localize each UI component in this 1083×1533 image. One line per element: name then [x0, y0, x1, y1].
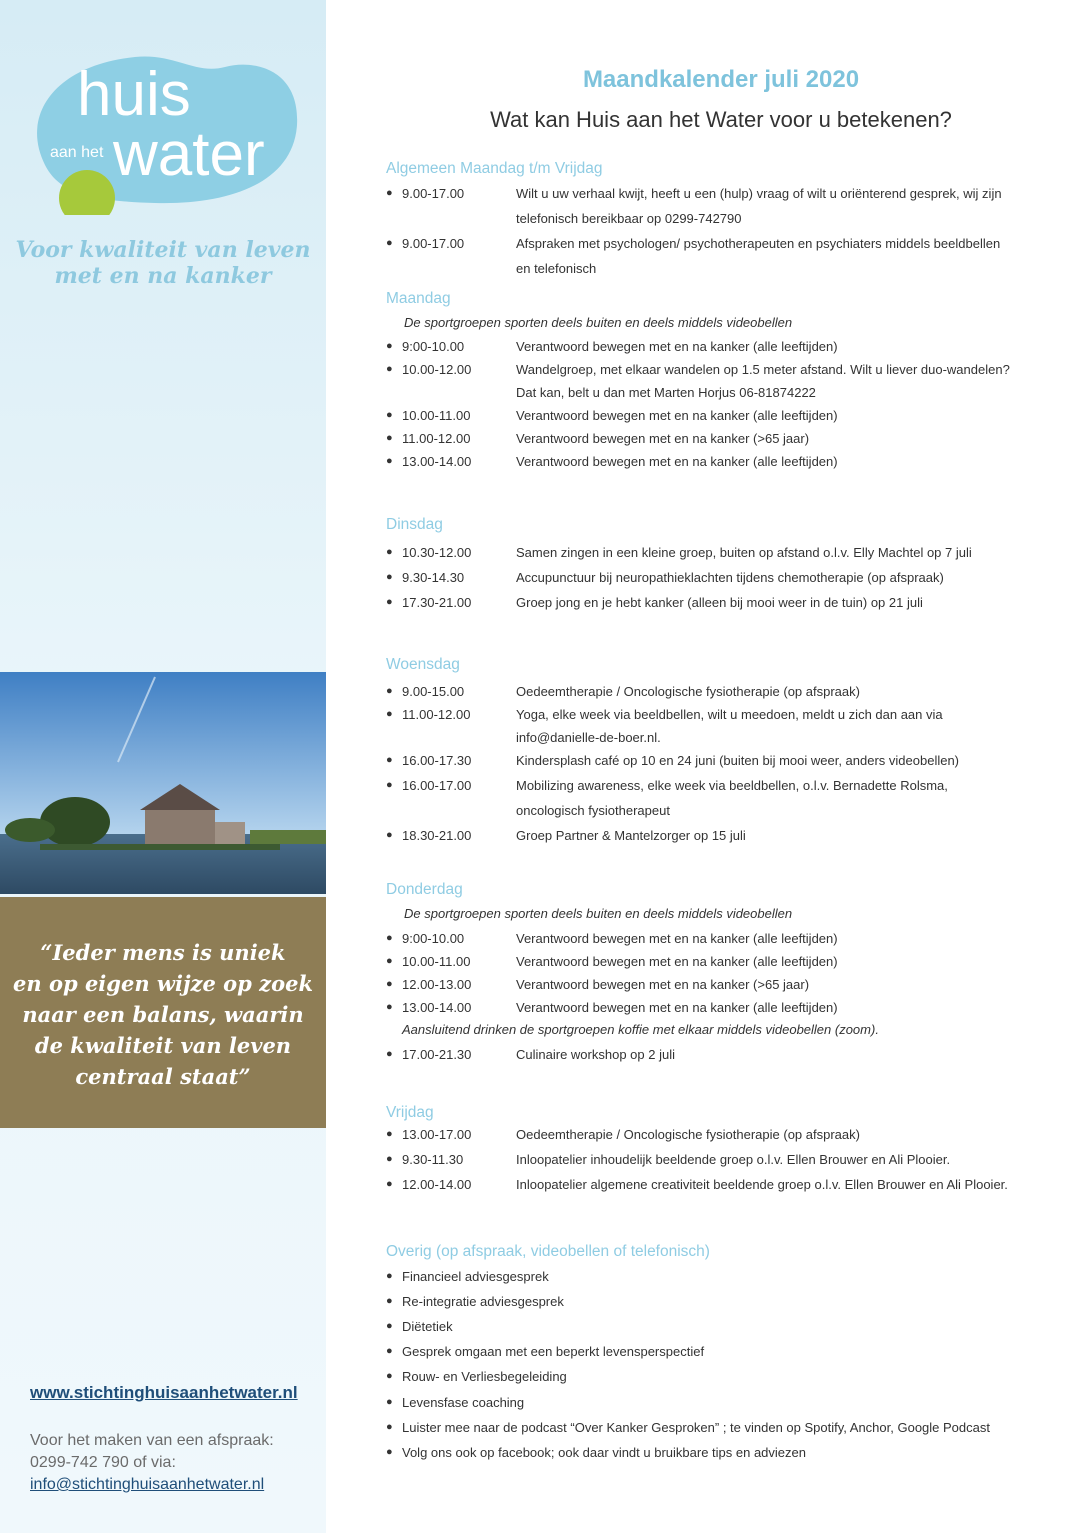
page-subtitle: Wat kan Huis aan het Water voor u betekenen? [490, 107, 952, 132]
bullet-icon: ● [386, 1421, 393, 1433]
bullet-icon: ● [386, 1345, 393, 1357]
bullet-icon: ● [386, 596, 393, 608]
section-title-vrijdag: Vrijdag [386, 1104, 434, 1121]
section-title-woensdag: Woensdag [386, 656, 460, 673]
page-title: Maandkalender juli 2020 [582, 66, 860, 93]
bullet-icon: ● [386, 455, 393, 467]
bullet-icon: ● [386, 829, 393, 841]
tagline-line-2: met en na kanker [54, 263, 272, 289]
bullet-icon: ● [386, 1001, 393, 1013]
section-title-algemeen: Algemeen Maandag t/m Vrijdag [386, 160, 603, 177]
bullet-icon: ● [386, 932, 393, 944]
section-note-donderdag-2: Aansluitend drinken de sportgroepen koffie met elkaar middels videobellen (zoom). [402, 1022, 879, 1037]
bullet-icon: ● [386, 955, 393, 967]
bullet-icon: ● [386, 708, 393, 720]
bullet-icon: ● [386, 546, 393, 558]
quote-line-2: en op eigen wijze op zoek [13, 971, 313, 996]
quote-line-1: “Ieder mens is uniek [40, 940, 286, 965]
bullet-icon: ● [386, 1153, 393, 1165]
bullet-icon: ● [386, 409, 393, 421]
bullet-icon: ● [386, 1295, 393, 1307]
bullet-icon: ● [386, 1048, 393, 1060]
sidebar [0, 0, 326, 1533]
section-title-dinsdag: Dinsdag [386, 516, 443, 533]
appointment-text-2: 0299-742 790 of via: [30, 1454, 176, 1471]
bullet-icon: ● [386, 1178, 393, 1190]
bullet-icon: ● [386, 754, 393, 766]
bullet-icon: ● [386, 685, 393, 697]
tagline-line-1: Voor kwaliteit van leven [15, 237, 311, 263]
bullet-icon: ● [386, 978, 393, 990]
bullet-icon: ● [386, 1396, 393, 1408]
bullet-icon: ● [386, 237, 393, 249]
logo-word-huis: huis [77, 60, 191, 129]
bullet-icon: ● [386, 432, 393, 444]
section-note-maandag: De sportgroepen sporten deels buiten en deels middels videobellen [404, 315, 793, 330]
main-content: Maandkalender juli 2020 Wat kan Huis aan het Water voor u betekenen? Algemeen Maandag t/m Vrijdag ● 9.00-17.00 Wilt u uw verhaal kwijt, heeft u een (hulp) vraag of wilt u oriënterend gesprek, wij zijn telefonisch bereikbaar op 0299-742790 ● 9.00-17.00 Afspraken met psychologen/ psychotherapeuten en psychiaters middels beeldbellen en telefonisch Maandag De sportgroepen sporten deels buiten en deels middels videobellen ● 9:00-10.00 Verantwoord bewegen met en na kanker (alle leeftijden) ● 10.00-12.00 Wandelgroep, met elkaar wandelen op 1.5 meter afstand. Wilt u liever duo-wandelen? Dat kan, belt u dan met Marten Horjus 06-81874222 ● 10.00-11.00 Verantwoord bewegen met en na kanker (alle leeftijden) ● 11.00-12.00 Verantwoord bewegen met en na kanker (>65 jaar) ● 13.00-14.00 Verantwoord bewegen met en na kanker (alle leeftijden) Dinsdag ● 10.30-12.00 Samen zingen in een kleine groep, buiten op afstand o.l.v. Elly Machtel op 7 juli ● 9.30-14.30 Accupunctuur bij neuropathieklachten tijdens chemotherapie (op afspraak) ● 17.30-21.00 Groep jong en je hebt kanker (alleen bij mooi weer in de tuin) op 21 juli Woensdag ● 9.00-15.00 Oedeemtherapie / Oncologische fysiotherapie (op afspraak) ● 11.00-12.00 Yoga, elke week via beeldbellen, wilt u meedoen, meldt u zich dan aan via info@danielle-de-boer.nl. ● 16.00-17.30 Kindersplash café op 10 en 24 juni (buiten bij mooi weer, anders videobellen) ● 16.00-17.00 Mobilizing awareness, elke week via beeldbellen, o.l.v. Bernadette Rolsma, oncologisch fysiotherapeut ● 18.30-21.00 Groep Partner & Mantelzorger op 15 juli Donderdag De sportgroepen sporten deels buiten en deels middels videobellen ● 9:00-10.00 Verantwoord bewegen met en na kanker (alle leeftijden) ● 10.00-11.00 Verantwoord bewegen met en na kanker (alle leeftijden) ● 12.00-13.00 Verantwoord bewegen met en na kanker (>65 jaar) ● 13.00-14.00 Verantwoord bewegen met en na kanker (alle leeftijden) Aansluitend drinken de sportgroepen koffie met elkaar middels videobellen (zoom). ● 17.00-21.30 Culinaire workshop op 2 juli Vrijdag ● 13.00-17.00 Oedeemtherapie / Oncologische fysiotherapie (op afspraak) ● 9.30-11.30 Inloopatelier inhoudelijk beeldende groep o.l.v. Ellen Brouwer en Ali Plooier. ● 12.00-14.00 Inloopatelier algemene creativiteit beeldende groep o.l.v. Ellen Brouwer en Ali Plooier. Overig (op afspraak, videobellen of telefonisch) ● Financieel adviesgesprek ● Re-integratie adviesgesprek ● Diëtetiek ● Gesprek omgaan met een beperkt levensperspectief ● Rouw- en Verliesbegeleiding ● Levensfase coaching ● Luister mee naar de podcast “Over Kanker Gesproken” ; te vinden op Spotify, Anchor, Google Podcast ● Volg ons ook op facebook; ook daar vindt u bruikbare tips en adviezen [386, 0, 1056, 1533]
section-note-donderdag: De sportgroepen sporten deels buiten en deels middels videobellen [404, 906, 793, 921]
quote-line-4: de kwaliteit van leven [34, 1033, 292, 1058]
quote-box [0, 897, 326, 1128]
website-link[interactable]: www.stichtinghuisaanhetwater.nl [30, 1383, 298, 1402]
bullet-icon: ● [386, 779, 393, 791]
quote-line-5: centraal staat” [75, 1064, 251, 1089]
section-title-maandag: Maandag [386, 290, 451, 307]
bullet-icon: ● [386, 1270, 393, 1282]
bullet-icon: ● [386, 1446, 393, 1458]
bullet-icon: ● [386, 340, 393, 352]
yoga-email-link[interactable]: info@danielle-de-boer.nl. [516, 730, 661, 745]
house-by-water-photo [0, 672, 326, 894]
email-link[interactable]: info@stichtinghuisaanhetwater.nl [30, 1476, 265, 1493]
bullet-icon: ● [386, 1370, 393, 1382]
logo-word-water: water [113, 120, 265, 189]
section-title-donderdag: Donderdag [386, 881, 463, 898]
bullet-icon: ● [386, 571, 393, 583]
bullet-icon: ● [386, 1320, 393, 1332]
bullet-icon: ● [386, 363, 393, 375]
appointment-text-1: Voor het maken van een afspraak: [30, 1432, 274, 1449]
quote-line-3: naar een balans, waarin [22, 1002, 304, 1027]
section-title-overig: Overig (op afspraak, videobellen of telefonisch) [386, 1243, 710, 1260]
huis-aan-het-water-logo [25, 45, 305, 215]
bullet-icon: ● [386, 1128, 393, 1140]
bullet-icon: ● [386, 187, 393, 199]
logo-word-aan-het: aan het [50, 144, 104, 161]
